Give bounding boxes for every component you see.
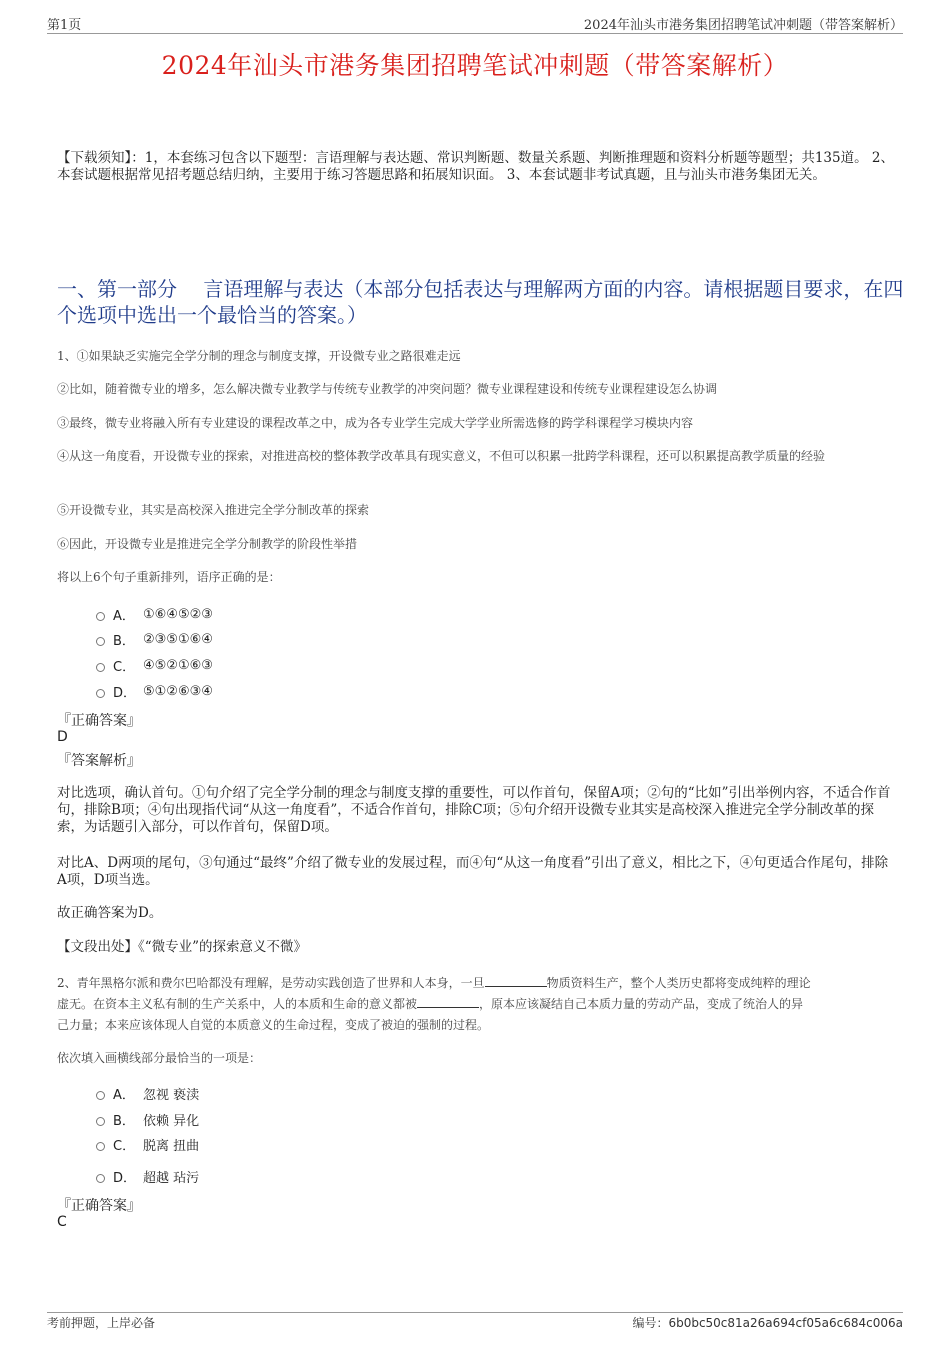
radio-icon[interactable] [96,612,105,621]
q1-analysis-3: 故正确答案为D。 [57,905,163,921]
q2-answer-label: 『正确答案』 [57,1198,141,1214]
option-text: 依赖 异化 [143,1113,200,1129]
option-text: ②③⑤①⑥④ [143,631,213,647]
q1-sentence-5: ⑤开设微专业，其实是高校深入推进完全学分制改革的探索 [57,503,370,517]
radio-icon[interactable] [96,1142,105,1151]
q2-line-1 [57,973,897,994]
q1-option-d[interactable] [96,681,213,701]
q1-sentence-6: ⑥因此，开设微专业是推进完全学分制教学的阶段性举措 [57,537,358,551]
footer-slogan: 考前押题，上岸必备 [47,1316,156,1330]
fill-blank-2 [417,997,479,1008]
radio-icon[interactable] [96,637,105,646]
option-text: 超越 玷污 [143,1170,200,1186]
option-text: ⑤①②⑥③④ [143,683,213,699]
q1-sentence-4: ④从这一角度看，开设微专业的探索，对推进高校的整体教学改革具有现实意义，不但可以积累一批跨学科课程，还可以积累提高教学质量的经验 [57,449,826,463]
q2-line-2-a: 虚无。在资本主义私有制的生产关系中，人的本质和生命的意义都被 [57,997,418,1011]
option-letter: A． [113,1087,135,1103]
option-text: ④⑤②①⑥③ [143,657,213,673]
option-letter: B． [113,633,135,649]
page-number: 第1页 [47,18,82,33]
radio-icon[interactable] [96,1117,105,1126]
document-title: 2024年汕头市港务集团招聘笔试冲刺题（带答案解析） [161,51,789,80]
q1-sentence-2: ②比如，随着微专业的增多，怎么解决微专业教学与传统专业教学的冲突问题？微专业课程建设和传统专业课程建设怎么协调 [57,382,718,396]
radio-icon[interactable] [96,1091,105,1100]
q1-analysis-2: 对比A、D两项的尾句，③句通过“最终”介绍了微专业的发展过程，而④句“从这一角度看”引出了意义，相比之下，④句更适合作尾句，排除A项，D项当选。 [57,855,889,888]
q1-answer: D [57,729,68,745]
q2-option-d[interactable] [96,1166,199,1186]
q2-line-1-a: 2、青年黑格尔派和费尔巴哈都没有理解，是劳动实践创造了世界和人本身，一旦 [57,976,485,990]
q2-line-1-b: 物质资料生产，整个人类历史都将变成纯粹的理论 [546,976,811,990]
q1-source: 【文段出处】《“微专业”的探索意义不微》 [57,939,308,955]
radio-icon[interactable] [96,663,105,672]
header-divider [47,33,903,34]
footer-doc-id: 编号：6b0bc50c81a26a694cf05a6c684c006a [632,1316,903,1330]
option-letter: B． [113,1113,135,1129]
q2-answer: C [57,1214,67,1230]
footer-divider [47,1312,903,1313]
radio-icon[interactable] [96,689,105,698]
q2-line-3: 己力量；本来应该体现人自觉的本质意义的生命过程，变成了被迫的强制的过程。 [57,1018,490,1032]
q1-sentence-3: ③最终，微专业将融入所有专业建设的课程改革之中，成为各专业学生完成大学学业所需选修的跨学科课程学习模块内容 [57,416,694,430]
q1-analysis-1: 对比选项，确认首句。①句介绍了完全学分制的理念与制度支撑的重要性，可以作首句，保留A项；②句的“比如”引出举例内容，不适合作首句，排除B项；④句出现指代词“从这一角度看”，不适合作首句，排除C项；⑤句介绍开设微专业其实是高校深入推进完全学分制改革的探索，为话题引入部分，可以作首句，保留D项。 [57,785,891,835]
option-letter: C． [113,1138,136,1154]
option-text: 脱离 扭曲 [143,1138,200,1154]
option-letter: D． [113,1170,137,1186]
q1-prompt: 将以上6个句子重新排列，语序正确的是： [57,570,281,584]
q1-option-c[interactable] [96,655,213,675]
q1-option-a[interactable] [96,604,213,624]
option-text: 忽视 亵渎 [143,1087,200,1103]
q2-option-a[interactable] [96,1083,199,1103]
download-notice: 【下载须知】：1，本套练习包含以下题型：言语理解与表达题、常识判断题、数量关系题、判断推理题和资料分析题等题型；共135道。 2、本套试题根据常见招考题总结归纳，主要用于练习答题思路和拓展知识面。 3、本套试题非考试真题，且与汕头市港务集团无关。 [57,150,894,183]
q2-line-2-b: ，原本应该凝结自己本质力量的劳动产品，变成了统治人的异 [479,997,804,1011]
q2-line-2 [57,994,897,1015]
option-text: ①⑥④⑤②③ [143,606,213,622]
fill-blank-1 [485,976,547,987]
option-letter: D． [113,685,137,701]
q1-option-b[interactable] [96,629,213,649]
q1-sentence-1: 1、①如果缺乏实施完全学分制的理念与制度支撑，开设微专业之路很难走远 [57,349,461,363]
header-doc-title: 2024年汕头市港务集团招聘笔试冲刺题（带答案解析） [583,18,903,33]
option-letter: C． [113,659,136,675]
q2-option-b[interactable] [96,1109,199,1129]
q2-option-c[interactable] [96,1134,199,1154]
option-letter: A． [113,608,135,624]
radio-icon[interactable] [96,1174,105,1183]
q1-analysis-label: 『答案解析』 [57,753,141,769]
section-heading: 一、第一部分 言语理解与表达（本部分包括表达与理解两方面的内容。请根据题目要求，在四个选项中选出一个最恰当的答案。） [57,277,904,327]
q2-prompt: 依次填入画横线部分最恰当的一项是： [57,1051,262,1065]
q1-answer-label: 『正确答案』 [57,713,141,729]
